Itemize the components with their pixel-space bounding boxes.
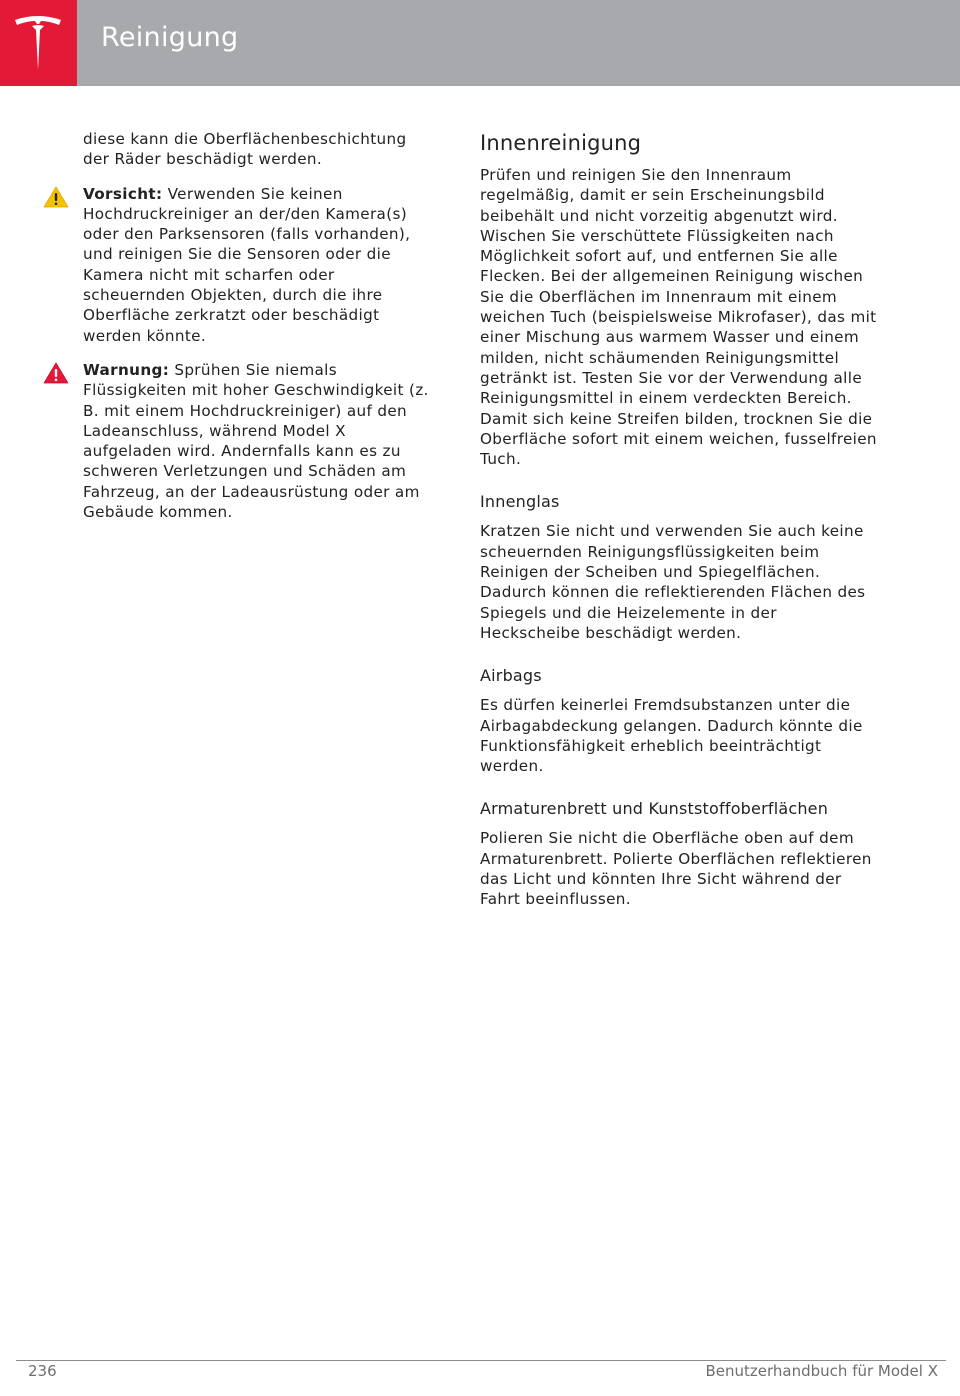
- intro-paragraph: Prüfen und reinigen Sie den Innenraum regelmäßig, damit er sein Erscheinungsbild beibehält und nicht vorzeitig abgenutzt wird. Wischen Sie verschüttete Flüssigkeiten nach Möglichkeit sofort auf, und entfernen Sie alle Flecken. Bei der allgemeinen Reinigung wischen Sie die Oberflächen im Innenraum mit einem weichen Tuch (beispielsweise Mikrofaser), das mit einer Mischung aus warmem Wasser und einem milden, nicht schäumenden Reinigungsmittel getränkt ist. Testen Sie vor der Verwendung alle Reinigungsmittel in einem verdeckten Bereich. Damit sich keine Streifen bilden, trocknen Sie die Oberfläche sofort mit einem weichen, fusselfreien Tuch.: [480, 166, 877, 469]
- warning-label: Warnung:: [83, 360, 170, 379]
- subheading-airbags: Airbags: [480, 666, 542, 686]
- caution-text: [83, 184, 433, 346]
- footer-divider: [16, 1360, 946, 1361]
- caution-notice: [83, 184, 433, 346]
- page-header: [0, 0, 960, 86]
- caution-triangle-icon: [43, 186, 69, 208]
- warning-text: [83, 360, 433, 522]
- caution-body: Verwenden Sie keinen Hochdruckreiniger an der/den Kamera(s) oder den Parksensoren (falls vorhanden), und reinigen Sie die Sensoren oder die Kamera nicht mit scharfen oder scheuernden Objekten, durch die ihre Oberfläche zerkratzt oder beschädigt werden könnte.: [83, 184, 411, 345]
- subheading-innenglas: Innenglas: [480, 492, 560, 512]
- paragraph-armaturenbrett: Polieren Sie nicht die Oberfläche oben auf dem Armaturenbrett. Polierte Oberflächen reflektieren das Licht und könnten Ihre Sicht während der Fahrt beeinflussen.: [480, 829, 872, 909]
- paragraph-innenglas: Kratzen Sie nicht und verwenden Sie auch keine scheuernden Reinigungsflüssigkeiten beim Reinigen der Scheiben und Spiegelflächen. Dadurch können die reflektierenden Flächen des Spiegels und die Heizelemente in der Heckscheibe beschädigt werden.: [480, 522, 866, 642]
- warning-triangle-icon: [43, 362, 69, 384]
- continued-paragraph: diese kann die Oberflächenbeschichtung der Räder beschädigt werden.: [83, 130, 407, 169]
- logo-badge: [0, 0, 77, 86]
- right-column: [480, 129, 880, 910]
- left-column: [83, 129, 433, 522]
- page-number: 236: [28, 1362, 57, 1380]
- tesla-t-icon: [13, 14, 63, 72]
- subheading-armaturenbrett: Armaturenbrett und Kunststoffoberflächen: [480, 799, 829, 819]
- warning-body: Sprühen Sie niemals Flüssigkeiten mit hoher Geschwindigkeit (z. B. mit einem Hochdruckreiniger) auf den Ladeanschluss, während Model X aufgeladen wird. Andernfalls kann es zu schweren Verletzungen und Schäden am Fahrzeug, an der Ladeausrüstung oder am Gebäude kommen.: [83, 360, 429, 522]
- footer-manual-title: Benutzerhandbuch für Model X: [705, 1362, 938, 1380]
- paragraph-airbags: Es dürfen keinerlei Fremdsubstanzen unter die Airbagabdeckung gelangen. Dadurch könnte die Funktionsfähigkeit erheblich beeinträchtigt werden.: [480, 696, 863, 776]
- warning-notice: [83, 360, 433, 522]
- caution-label: Vorsicht:: [83, 184, 163, 203]
- section-heading: Innenreinigung: [480, 131, 642, 155]
- page-title: Reinigung: [101, 22, 239, 53]
